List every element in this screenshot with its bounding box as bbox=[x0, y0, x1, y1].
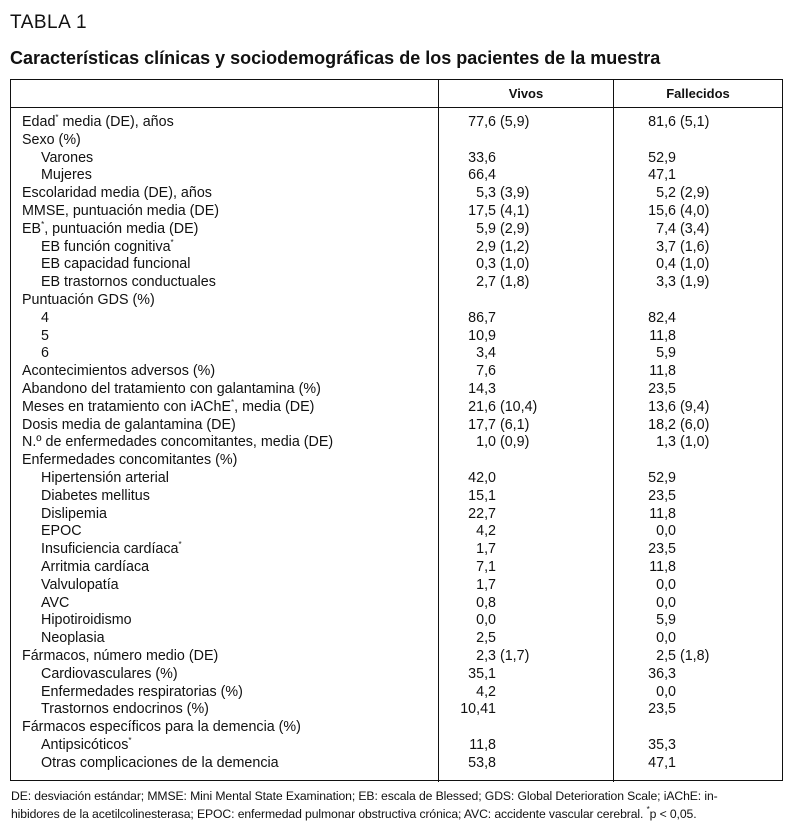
cell-fallecidos: 11,8 bbox=[649, 327, 676, 344]
table-row bbox=[11, 292, 782, 310]
cell-vivos: 66,4 bbox=[468, 167, 496, 184]
row-label bbox=[41, 328, 49, 346]
table-row bbox=[11, 345, 782, 363]
cell-fallecidos: 3,7 (1,6) bbox=[656, 238, 710, 255]
row-label bbox=[22, 203, 219, 221]
row-label-text: EPOC bbox=[41, 523, 82, 540]
cell-fallecidos: 13,6 (9,4) bbox=[648, 398, 710, 415]
cell-fallecidos: 52,9 bbox=[648, 469, 676, 486]
row-label-text: Acontecimientos adversos (%) bbox=[22, 363, 216, 380]
cell-fallecidos: 11,8 bbox=[649, 363, 676, 380]
row-label-text: Edad bbox=[22, 114, 56, 130]
cell-fallecidos: 2,5 (1,8) bbox=[656, 647, 710, 664]
cell-fallecidos: 15,6 (4,0) bbox=[648, 202, 710, 219]
table-row bbox=[11, 203, 782, 221]
cell-fallecidos: 11,8 bbox=[649, 505, 676, 522]
cell-vivos: 14,3 bbox=[468, 380, 496, 397]
cell-vivos: 53,8 bbox=[468, 754, 496, 771]
cell-vivos: 2,7 (1,8) bbox=[476, 274, 530, 291]
row-label bbox=[41, 310, 49, 328]
cell-vivos: 0,0 bbox=[476, 612, 496, 629]
row-label-text: Insuficiencia cardíaca bbox=[41, 541, 179, 558]
cell-vivos: 7,6 bbox=[476, 363, 496, 380]
cell-fallecidos: 0,0 bbox=[656, 594, 676, 611]
row-label bbox=[41, 595, 69, 613]
row-label bbox=[41, 755, 279, 773]
row-label-text: Hipertensión arterial bbox=[41, 469, 169, 486]
row-label-text: Puntuación GDS (%) bbox=[22, 291, 155, 308]
cell-vivos: 35,1 bbox=[468, 665, 496, 682]
significance-marker: * bbox=[178, 540, 182, 550]
row-label bbox=[41, 577, 119, 595]
table-row bbox=[11, 167, 782, 185]
cell-vivos: 17,7 (6,1) bbox=[468, 416, 530, 433]
row-label bbox=[22, 381, 321, 399]
row-label-text: Cardiovasculares (%) bbox=[41, 665, 178, 682]
cell-vivos: 11,8 bbox=[469, 736, 496, 753]
table-row bbox=[11, 701, 782, 719]
row-label-text: Dosis media de galantamina (DE) bbox=[22, 416, 236, 433]
row-label-text: Antipsicóticos bbox=[41, 736, 129, 753]
cell-fallecidos: 47,1 bbox=[648, 754, 676, 771]
row-label-text: Otras complicaciones de la demencia bbox=[41, 754, 279, 771]
table-row bbox=[11, 256, 782, 274]
table-row bbox=[11, 114, 782, 132]
footnote-text: hibidores de la acetilcolinesterasa; EPOC: enfermedad pulmonar obstructiva crónica; AVC: accidente vascular cerebral. bbox=[11, 807, 647, 821]
header-divider bbox=[11, 107, 782, 108]
table-label: TABLA 1 bbox=[10, 12, 88, 33]
cell-fallecidos: 0,4 (1,0) bbox=[656, 256, 710, 273]
row-label-text: Arritmia cardíaca bbox=[41, 558, 150, 575]
row-label-text: Fármacos específicos para la demencia (%) bbox=[22, 719, 301, 736]
row-label bbox=[22, 417, 236, 435]
table-row bbox=[11, 381, 782, 399]
row-label bbox=[41, 612, 132, 630]
table-row bbox=[11, 417, 782, 435]
significance-marker: * bbox=[55, 113, 59, 122]
cell-vivos: 0,3 (1,0) bbox=[476, 256, 530, 273]
table-footnote bbox=[11, 787, 787, 823]
row-label bbox=[22, 114, 174, 132]
cell-fallecidos: 23,5 bbox=[648, 487, 676, 504]
row-label bbox=[41, 523, 82, 541]
cell-fallecidos: 0,0 bbox=[656, 630, 676, 647]
row-label bbox=[41, 150, 93, 168]
table-row bbox=[11, 648, 782, 666]
footnote-line: DE: desviación estándar; MMSE: Mini Mental State Examination; EB: escala de Blessed; GDS: Global Deterioration Scale; iAChE: in- bbox=[11, 789, 718, 803]
row-label bbox=[41, 239, 174, 257]
table-row bbox=[11, 595, 782, 613]
row-label bbox=[41, 470, 169, 488]
cell-fallecidos: 0,0 bbox=[656, 683, 676, 700]
row-label-text: 6 bbox=[41, 345, 49, 362]
row-label bbox=[22, 221, 198, 239]
cell-vivos: 42,0 bbox=[468, 469, 496, 486]
footnote-line bbox=[11, 805, 787, 823]
row-label-text: Trastornos endocrinos (%) bbox=[41, 701, 209, 718]
table-row bbox=[11, 488, 782, 506]
row-label-text: MMSE, puntuación media (DE) bbox=[22, 202, 220, 219]
row-label bbox=[22, 452, 237, 470]
significance-marker: * bbox=[128, 735, 132, 745]
cell-vivos: 1,0 (0,9) bbox=[476, 434, 530, 451]
cell-vivos: 5,3 (3,9) bbox=[476, 185, 530, 202]
table-row bbox=[11, 559, 782, 577]
cell-vivos: 4,2 bbox=[476, 683, 496, 700]
significance-marker: * bbox=[170, 237, 174, 247]
row-label bbox=[41, 737, 132, 755]
cell-fallecidos: 7,4 (3,4) bbox=[656, 220, 710, 237]
row-label-text: Meses en tratamiento con iAChE bbox=[22, 398, 231, 415]
table-row bbox=[11, 434, 782, 452]
row-label bbox=[41, 345, 49, 363]
row-label-text: AVC bbox=[41, 594, 70, 611]
row-label bbox=[41, 630, 105, 648]
cell-fallecidos: 1,3 (1,0) bbox=[656, 434, 710, 451]
row-label-text: Enfermedades concomitantes (%) bbox=[22, 452, 238, 469]
cell-fallecidos: 5,9 bbox=[656, 612, 676, 629]
row-label bbox=[41, 167, 92, 185]
footnote-text: p < 0,05. bbox=[649, 807, 697, 821]
cell-fallecidos: 35,3 bbox=[648, 736, 676, 753]
cell-vivos: 77,6 (5,9) bbox=[468, 114, 530, 130]
cell-vivos: 21,6 (10,4) bbox=[468, 398, 538, 415]
table-row bbox=[11, 737, 782, 755]
table-row bbox=[11, 612, 782, 630]
table-row bbox=[11, 452, 782, 470]
table-row bbox=[11, 328, 782, 346]
cell-vivos: 0,8 bbox=[476, 594, 496, 611]
table-row bbox=[11, 506, 782, 524]
row-label-text: media (DE), años bbox=[58, 114, 174, 130]
table-row bbox=[11, 684, 782, 702]
table-row bbox=[11, 363, 782, 381]
row-label bbox=[41, 256, 190, 274]
row-label-text: 4 bbox=[41, 309, 49, 326]
row-label bbox=[41, 274, 216, 292]
cell-fallecidos: 3,3 (1,9) bbox=[656, 274, 710, 291]
row-label-text: Enfermedades respiratorias (%) bbox=[41, 683, 243, 700]
cell-vivos: 10,41 bbox=[460, 701, 496, 718]
cell-fallecidos: 82,4 bbox=[648, 309, 676, 326]
table-row bbox=[11, 719, 782, 737]
row-label-text: N.º de enfermedades concomitantes, media (DE) bbox=[22, 434, 334, 451]
cell-fallecidos: 23,5 bbox=[648, 541, 676, 558]
cell-fallecidos: 5,9 bbox=[656, 345, 676, 362]
cell-vivos: 2,3 (1,7) bbox=[476, 647, 530, 664]
row-label-text: EB capacidad funcional bbox=[41, 256, 191, 273]
row-label bbox=[22, 434, 333, 452]
cell-vivos: 4,2 bbox=[476, 523, 496, 540]
row-label bbox=[22, 648, 218, 666]
row-label-text: Valvulopatía bbox=[41, 576, 119, 593]
cell-vivos: 3,4 bbox=[476, 345, 496, 362]
table-row bbox=[11, 470, 782, 488]
cell-vivos: 15,1 bbox=[468, 487, 496, 504]
row-label bbox=[22, 719, 301, 737]
cell-fallecidos: 0,0 bbox=[656, 523, 676, 540]
table-row bbox=[11, 541, 782, 559]
cell-vivos: 7,1 bbox=[476, 558, 496, 575]
cell-fallecidos: 23,5 bbox=[648, 701, 676, 718]
column-header-fallecidos: Fallecidos bbox=[666, 86, 730, 101]
row-label bbox=[22, 292, 155, 310]
cell-vivos: 1,7 bbox=[476, 541, 496, 558]
row-label bbox=[41, 666, 178, 684]
table-row bbox=[11, 221, 782, 239]
table-row bbox=[11, 577, 782, 595]
table-row bbox=[11, 399, 782, 417]
row-label-text: Mujeres bbox=[41, 167, 92, 184]
cell-fallecidos: 36,3 bbox=[648, 665, 676, 682]
row-label-text: Abandono del tratamiento con galantamina (%) bbox=[22, 380, 321, 397]
table-row bbox=[11, 150, 782, 168]
row-label bbox=[22, 132, 81, 150]
row-label bbox=[41, 541, 182, 559]
row-label-text: Diabetes mellitus bbox=[41, 487, 150, 504]
row-label bbox=[41, 488, 150, 506]
column-header-vivos: Vivos bbox=[508, 86, 544, 101]
cell-fallecidos: 52,9 bbox=[648, 149, 676, 166]
table-title: Características clínicas y sociodemográficas de los pacientes de la muestra bbox=[10, 48, 661, 68]
row-label bbox=[41, 506, 107, 524]
row-label-text: Fármacos, número medio (DE) bbox=[22, 647, 219, 664]
row-label-text: Hipotiroidismo bbox=[41, 612, 132, 629]
row-label bbox=[41, 684, 243, 702]
cell-fallecidos: 11,8 bbox=[649, 558, 676, 575]
row-label bbox=[41, 701, 209, 719]
cell-vivos: 22,7 bbox=[468, 505, 496, 522]
table-row bbox=[11, 666, 782, 684]
table-row bbox=[11, 185, 782, 203]
significance-marker: * bbox=[41, 219, 45, 229]
cell-fallecidos: 81,6 (5,1) bbox=[648, 114, 710, 130]
significance-marker: * bbox=[231, 397, 235, 407]
footnote-sup: * bbox=[646, 805, 650, 814]
cell-fallecidos: 18,2 (6,0) bbox=[648, 416, 710, 433]
row-label-text: EB función cognitiva bbox=[41, 238, 171, 255]
row-label-text: EB bbox=[22, 220, 42, 237]
row-label bbox=[41, 559, 149, 577]
data-table bbox=[10, 79, 783, 781]
row-label-text: Neoplasia bbox=[41, 630, 105, 647]
cell-fallecidos: 23,5 bbox=[648, 380, 676, 397]
table-body bbox=[11, 114, 782, 772]
cell-vivos: 2,5 bbox=[476, 630, 496, 647]
row-label-text: EB trastornos conductuales bbox=[41, 274, 216, 291]
table-row bbox=[11, 630, 782, 648]
row-label-text: Escolaridad media (DE), años bbox=[22, 185, 212, 202]
cell-vivos: 1,7 bbox=[476, 576, 496, 593]
row-label bbox=[22, 399, 314, 417]
table-row bbox=[11, 239, 782, 257]
cell-fallecidos: 0,0 bbox=[656, 576, 676, 593]
row-label-text: Varones bbox=[41, 149, 94, 166]
cell-vivos: 10,9 bbox=[468, 327, 496, 344]
row-label-text: 5 bbox=[41, 327, 49, 344]
cell-vivos: 17,5 (4,1) bbox=[468, 202, 530, 219]
row-label bbox=[22, 185, 212, 203]
cell-vivos: 5,9 (2,9) bbox=[476, 220, 530, 237]
cell-fallecidos: 47,1 bbox=[648, 167, 676, 184]
table-row bbox=[11, 755, 782, 773]
row-label-text: Sexo (%) bbox=[22, 131, 81, 148]
cell-vivos: 33,6 bbox=[468, 149, 496, 166]
table-row bbox=[11, 274, 782, 292]
row-label bbox=[22, 363, 215, 381]
cell-fallecidos: 5,2 (2,9) bbox=[656, 185, 710, 202]
row-label-text: , puntuación media (DE) bbox=[44, 220, 199, 237]
row-label-text: , media (DE) bbox=[234, 398, 315, 415]
cell-vivos: 2,9 (1,2) bbox=[476, 238, 530, 255]
table-row bbox=[11, 523, 782, 541]
table-row bbox=[11, 310, 782, 328]
row-label-text: Dislipemia bbox=[41, 505, 107, 522]
table-row bbox=[11, 132, 782, 150]
cell-vivos: 86,7 bbox=[468, 309, 496, 326]
